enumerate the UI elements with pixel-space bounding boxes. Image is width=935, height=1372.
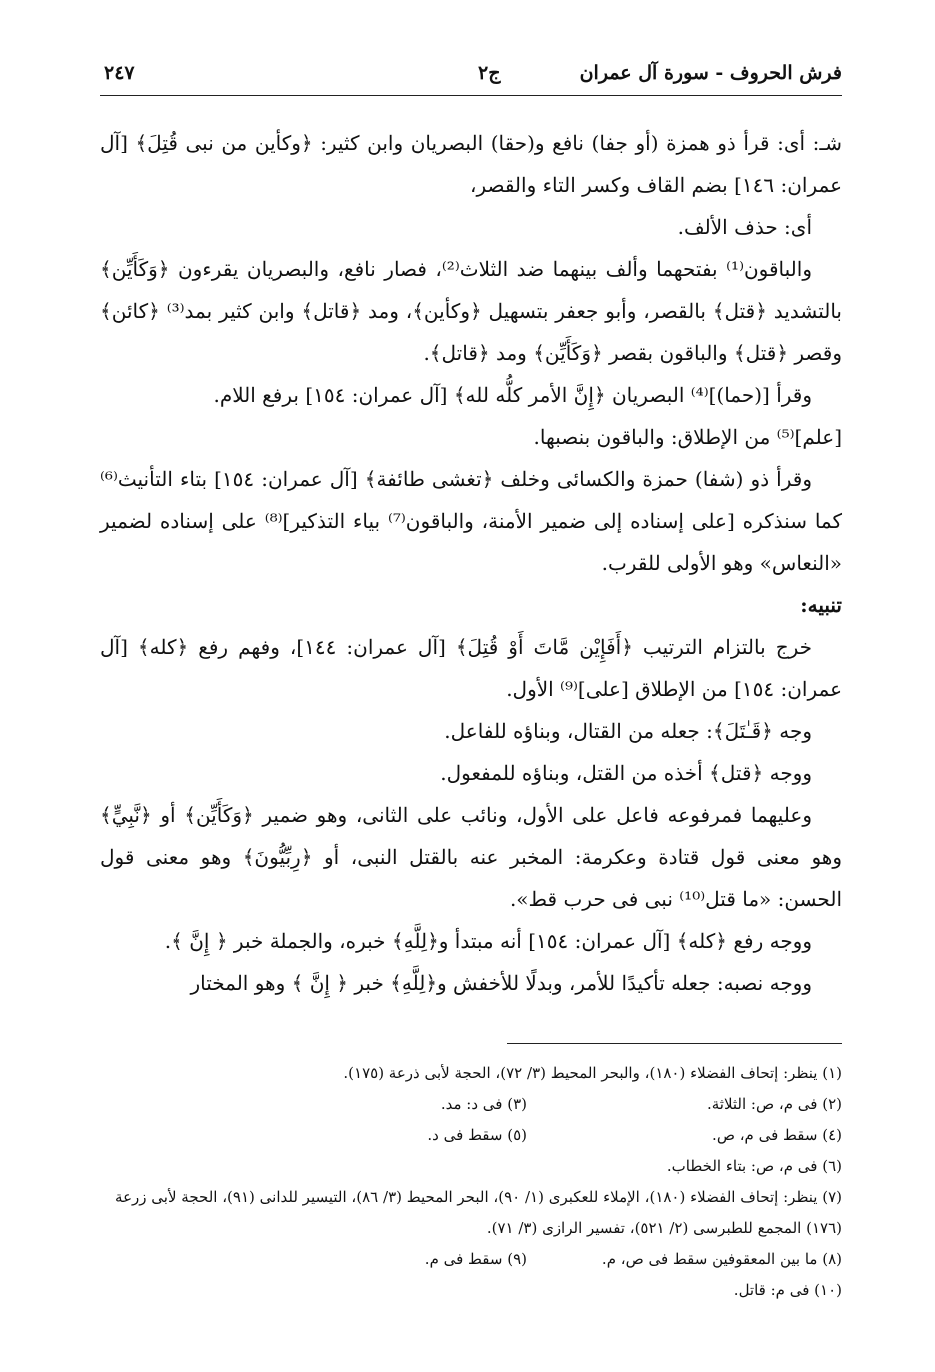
paragraph: خرج بالتزام الترتيب ﴿أَفَإِيْن مَّاتَ أَوْ قُتِلَ﴾ [آل عمران: ١٤٤]، وفهم رفع ﴿كله﴾ [آل عمران: ١٥٤] من الإطلاق [على]⁽⁹⁾ الأول. (100, 635, 842, 701)
footnote-row (100, 1151, 842, 1182)
footnote-row (100, 1120, 842, 1151)
running-title: فرش الحروف - سورة آل عمران (579, 62, 842, 84)
footnote: (٢) فى م، ص: الثلاثة. (706, 1095, 842, 1113)
footnote-row (100, 1182, 842, 1244)
paragraph: شـ: أى: قرأ ذو همزة (أو جفا) نافع و(حقا) البصريان وابن كثير: ﴿وكأين من نبى قُتِلَ﴾ [آل عمران: ١٤٦] بضم القاف وكسر التاء والقصر، (100, 131, 842, 197)
paragraph: [علم]⁽⁵⁾ من الإطلاق: والباقون بنصبها. (533, 425, 842, 449)
footnote: (٥) سقط فى د. (427, 1126, 527, 1144)
paragraph: ووجه ﴿قتل﴾ أخذه من القتل، وبناؤه للمفعول. (440, 761, 812, 785)
footnote-row (100, 1089, 842, 1120)
footnote-row (100, 1058, 842, 1089)
footnotes (100, 1058, 842, 1306)
volume-label: ج٢ (478, 62, 501, 84)
running-header (100, 55, 842, 96)
footnote-row (100, 1275, 842, 1306)
paragraph: أى: حذف الألف. (677, 215, 812, 239)
footnote: (٧) ينظر: إتحاف الفضلاء (١٨٠)، الإملاء للعكبرى (١/ ٩٠)، البحر المحيط (٣/ ٨٦)، التيسير للدانى (٩١)، الحجة لأبى زرعة (١٧٦) المجمع للطبرسى (٢/ ٥٢١)، تفسير الرازى (٣/ ٧١). (115, 1188, 842, 1237)
footnote: (٨) ما بين المعقوفين سقط فى ص، م. (601, 1250, 842, 1268)
paragraph: ووجه نصبه: جعله تأكيدًا للأمر، وبدلًا للأخفش و﴿لِلَّهِ﴾ خبر ﴿ إِنَّ ﴾ وهو المختار (190, 971, 812, 995)
paragraph: وعليهما فمرفوعه فاعل على الأول، ونائب على الثانى، وهو ضمير ﴿وَكَأَيِّن﴾ أو ﴿نَّبِيٍّ﴾ وهو معنى قول قتادة وعكرمة: المخبر عنه بالقتل النبى، أو ﴿رِبِّيُّونَ﴾ وهو معنى قول الحسن: «ما قتل⁽¹⁰⁾ نبى فى حرب قط». (100, 803, 842, 911)
section-heading: تنبيه: (800, 593, 842, 617)
main-text (100, 122, 842, 1004)
paragraph: والباقون⁽¹⁾ بفتحهما وألف بينهما ضد الثلاث⁽²⁾، فصار نافع، والبصريان يقرءون ﴿وَكَأَيِّن﴾ بالتشديد ﴿قتل﴾ بالقصر، وأبو جعفر بتسهيل ﴿وكأين﴾، ومد ﴿قاتل﴾ وابن كثير بمد⁽³⁾ ﴿كائن﴾ وقصر ﴿قتل﴾ والباقون بقصر ﴿وَكَأَيِّن﴾ ومد ﴿قاتل﴾. (100, 257, 842, 365)
paragraph: ووجه رفع ﴿كله﴾ [آل عمران: ١٥٤] أنه مبتدأ و﴿لِلَّهِ﴾ خبره، والجملة خبر ﴿ إِنَّ ﴾. (164, 929, 812, 953)
footnote: (٦) فى م، ص: بتاء الخطاب. (666, 1157, 842, 1175)
footnote-separator (507, 1043, 842, 1044)
footnote: (١) ينظر: إتحاف الفضلاء (١٨٠)، والبحر المحيط (٣/ ٧٢)، الحجة لأبى ذرعة (١٧٥). (343, 1064, 842, 1082)
footnote: (٩) سقط فى م. (424, 1250, 527, 1268)
footnote: (٤) سقط فى م، ص. (712, 1126, 842, 1144)
paragraph: وقرأ [(حما)]⁽⁴⁾ البصريان ﴿إِنَّ الأمر كلُّه لله﴾ [آل عمران: ١٥٤] برفع اللام. (213, 383, 812, 407)
paragraph: وجه ﴿قَـٰتَلَ﴾: جعله من القتال، وبناؤه للفاعل. (444, 719, 812, 743)
page-number: ٢٤٧ (104, 62, 135, 84)
footnote: (١٠) فى م: قاتل. (733, 1281, 842, 1299)
footnote-row (100, 1244, 842, 1275)
paragraph: وقرأ ذو (شفا) حمزة والكسائى وخلف ﴿تغشى طائفة﴾ [آل عمران: ١٥٤] بتاء التأنيث⁽⁶⁾ كما سنذكره [على إسناده إلى ضمير الأمنة، والباقون⁽⁷⁾ بياء التذكير]⁽⁸⁾ على إسناده لضمير «النعاس» وهو الأولى للقرب. (100, 467, 842, 575)
footnote: (٣) فى د: مد. (440, 1095, 527, 1113)
